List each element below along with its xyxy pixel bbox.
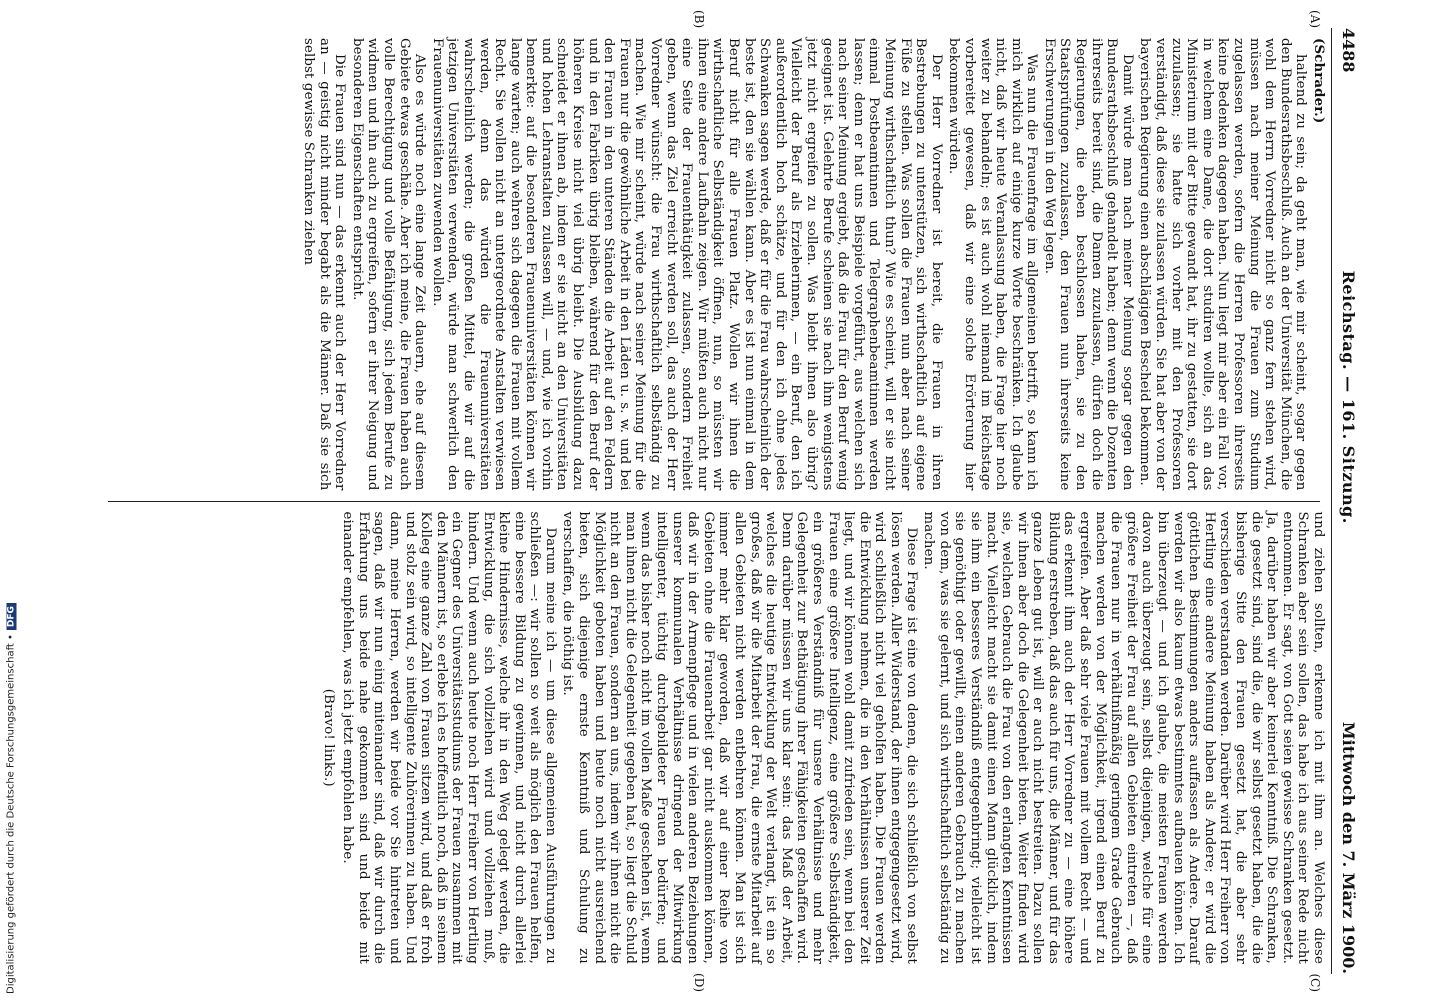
digitization-credit [2,0,20,1000]
text-columns [48,28,1326,974]
credit-text: Digitalisierung gefördert durch die Deutsche Forschungsgemeinschaft • [5,634,17,994]
scanned-page [48,10,1366,992]
margin-marker-d: (D) [692,973,706,992]
paragraph: Der Herr Vorredner ist bereit, die Frauen in ihren Bestrebungen zu unterstützen, sich wirthschaftlich auf eigene Füße zu stellen. Was sollen die Frauen nun aber nach seiner Meinung wirthschaftlich thun? Wie es scheint, will er sie nicht einmal Postbeamtinnen und Telegraphenbeamtinnen werden lassen; denn er hat uns Beispiele vorgeführt, aus welchen sich nach seiner Meinung ergiebt, daß die Frau für den Beruf wenig geeignet ist. Gelehrte Berufe scheinen sie nach ihm wenigstens jetzt nicht ergreifen zu sollen. Was bleibt ihnen also übrig? Vielleicht der Beruf als Erzieherinnen, — ein Beruf, den ich außerordentlich hoch schätze, und für den ich ohne jedes Schwanken sagen werde, daß er für die Frau wahrscheinlich der beste ist, den sie wählen kann. Aber es ist nun einmal in dem Beruf nicht für alle Frauen Platz. Wollen wir ihnen die wirthschaftliche Selbständigkeit öffnen, nun, so müssten wir ihnen eine andere Laufbahn zeigen. Wir müßten auch nicht nur eine Seite der Frauenthätigkeit zulassen, sondern Freiheit geben, wenn das Ziel erreicht werden soll, das auch der Herr Vorredner wünscht: die Frau wirthschaftlich selbständig zu machen. Wie mir scheint, würde nach seiner Meinung für die Frauen nur die gewöhnliche Arbeit in den Läden u. s. w. und bei den Frauen in den unteren Ständen die Arbeit auf den Feldern und in den Fabriken übrig bleiben, während für den Beruf der höheren Kreise nicht viel übrig bleibt. Die Ausbildung dazu schneidet er ihnen ab, indem er sie nicht an den Universitäten und hohen Lehranstalten zulassen will, — und, wie ich vorhin bemerkte: auf die besonderen Frauenuniversitäten können wir lange warten; auch wehren sich dagegen die Frauen mit vollem Recht. Sie wollen nicht an untergeordnete Anstalten verwiesen werden, denn das würden die Frauenuniversitäten wahrscheinlich werden; die großen Mittel, die wir auf die jetzigen Universitäten verwenden, würde man schwerlich den Frauenuniversitäten zuwenden wollen. [429,38,944,491]
paragraph: Damit würde man nach meiner Meinung sogar gegen den Bundesrathsbeschluß gehandelt haben; denn wenn die Dozenten ihrerseits bereit sind, die Damen zuzulassen, dürfen doch die Regierungen, die eben beschlossen haben, sie zu den Staatsprüfungen zuzulassen, den Frauen nun ihrerseits keine Erschwerungen in den Weg legen. [1041,38,1135,491]
page-title: Reichstag. — 161. Sitzung. [1339,270,1359,524]
rotated-page-content [48,10,1366,992]
speaker-label: (Schrader.) [1311,38,1326,124]
paragraph: Was nun die Frauenfrage im allgemeinen betrifft, so kann ich mich wirklich auf einige kurze Worte beschränken. Ich glaube nicht, daß wir heute Veranlassung haben, die Frage hier noch weiter zu behandeln; es ist auch wohl niemand im Reichstage vorbereitet gewesen, daß wir eine solche Erörterung hier bekommen würden. [946,38,1040,491]
paragraph: Darum meine ich — um diese allgemeinen Ausführungen zu schließen —: wir sollen so weit als möglich den Frauen helfen, eine bessere Bildung zu gewinnen, und nicht durch allerlei kleine Hindernisse, welche ihr in den Weg gelegt werden, die Entwicklung, die sich vollziehen wird und vollziehen muß, hindern. Und wenn auch heute noch Herr Freiherr von Hertling ein Gegner des Universitätsstudiums der Frauen zusammen mit den Männern ist, so erlebe ich es hoffentlich noch, daß in seinem Kolleg eine ganze Zahl von Frauen sitzen wird, und daß er froh und stolz sein wird, so intelligente Zuhörerinnen zu haben. Und dann, meine Herren, werden wir beide vor Sie hintreten und sagen, daß wir nun einig miteinander sind, daß wir durch die Erfahrung uns beide nahe gekommen sind und beide mit einander empfehlen, was ich jetzt empfohlen habe. [340,511,558,964]
dfg-logo: DFG [7,603,17,630]
applause-note: (Bravo! links.) [320,688,336,787]
paragraph: Also es würde noch eine lange Zeit dauern, ehe auf diesem Gebiete etwas geschähe. Aber ich meine, die Frauen haben auch volle Berechtigung und volle Befähigung, sich jedem Berufe zu widmen und ihn auch zu ergreifen, sofern er ihrer Neigung und besonderen Eigenschaften entspricht. [349,38,428,491]
margin-marker-b: (B) [692,10,706,29]
left-column [48,28,1326,501]
page-header [1331,28,1366,974]
page-number: 4488 [1339,28,1359,73]
margin-marker-a: (A) [1308,10,1322,29]
margin-marker-c: (C) [1308,973,1322,992]
session-date: Mittwoch den 7. März 1900. [1339,721,1359,974]
paragraph: Die Frauen sind nun — das erkennt auch der Herr Vorredner an — geistig nicht minder begabt als die Männer. Daß sie sich selbst gewisse Schranken ziehen [301,38,348,491]
paragraph: haltend zu sein; da geht man, wie mir scheint, sogar gegen den Bundesrathsbeschluß. Auch an der Universität München, die wohl dem Herrn Vorredner nicht so ganz fern stehen wird, müssen nach meiner Meinung die Frauen zum Studium zugelassen werden, sofern die Herren Professoren ihrerseits keine Bedenken dagegen haben. Nun liegt mir aber ein Fall vor, in welchem eine Dame, die dort studiren wollte, sich an das Ministerium mit der Bitte gewandt hat, ihr zu gestatten, sie dort zuzulassen; sie hatte sich vorher mit den Professoren verständigt, daß diese sie zulassen würden. Sie hat aber von der bayerischen Regierung einen abschlägigen Bescheid bekommen. [1137,38,1309,491]
paragraph: Diese Frage ist eine von denen, die sich schließlich von selbst lösen werden. Aller Widerstand, der ihnen entgegengesetzt wird, wird schließlich nicht viel geholfen haben. Die Frauen werden die Entwicklung nehmen, die in den Verhältnissen unserer Zeit liegt, und wir können wohl damit zufrieden sein, wenn bei den Frauen eine größere Intelligenz, eine größere Selbständigkeit, ein größeres Verständniß für unsere Verhältnisse und mehr Gelegenheit zur Bethätigung ihrer Fähigkeiten geschaffen wird. Denn darüber müssen wir uns klar sein: das Maß der Arbeit, welches die heutige Entwicklung der Welt verlangt, ist ein so großes, daß wir die Mitarbeit der Frau, die ernste Mitarbeit auf allen Gebieten nicht werden entbehren können. Man ist sich immer mehr klar geworden, daß wir auf einer Reihe von Gebieten ohne die Frauenarbeit gar nicht auskommen können, daß wir in der Armenpflege und in vielen anderen Beziehungen unserer kommunalen Verhältnisse dringend der Mitwirkung intelligenter, tüchtig durchgebildeter Frauen bedürfen; und wenn das bisher noch nicht im vollen Maße geschehen ist, wenn man ihnen nicht die Gelegenheit gegeben hat, so liegt die Schuld nicht an den Frauen, sondern an uns, indem wir ihnen nicht die Möglichkeit geboten haben und heute noch nicht ausreichend bieten, sich diejenige ernste Kenntniß und Schulung zu verschaffen, die nöthig ist. [560,511,919,964]
right-column [48,502,1326,975]
paragraph: und ziehen sollten, erkenne ich mit ihm an. Welches diese Schranken aber sein sollen, das habe ich aus seiner Rede nicht entnommen. Er sagt, von Gott seien gewisse Schranken gesetzt. Ja, darüber haben wir aber keinerlei Kenntniß. Die Schranken, die gesetzt sind, sind die, die wir selbst gesetzt haben, die die bisherige Sitte den Frauen gesetzt hat, die aber sehr verschieden verstanden werden. Darüber wird Herr Freiherr von Hertling eine andere Meinung haben als Andere; er wird die göttlichen Bestimmungen anders auffassen als Andere. Darauf werden wir also kaum etwas bestimmtes aufbauen können. Ich bin überzeugt — und ich glaube, die meisten Frauen werden davon auch überzeugt sein, selbst diejenigen, welche für eine größere Freiheit der Frau auf allen Gebieten eintreten —, daß die Frauen nur in verhältnißmäßig geringem Grade Gebrauch machen werden von der Möglichkeit, irgend einen Beruf zu ergreifen. Aber daß sehr viele Frauen mit vollem Recht — und das erkennt ihm auch der Herr Vorredner zu — eine höhere Bildung erstreben, daß das auch für uns, die Männer, und für das ganze Leben gut ist, will er auch nicht bestreiten. Dazu sollen wir ihnen aber doch die Gelegenheit bieten. Weiter finden wird sie, welchen Gebrauch die Frau von den erlangten Kenntnissen macht. Vielleicht macht sie damit einen Mann glücklich, indem sie ihm ein besseres Verständniß entgegenbringt; vielleicht ist sie genöthigt oder gewillt, einen anderen Gebrauch zu machen von dem, was sie gelernt, und sich wirthschaftlich selbständig zu machen. [921,511,1326,964]
